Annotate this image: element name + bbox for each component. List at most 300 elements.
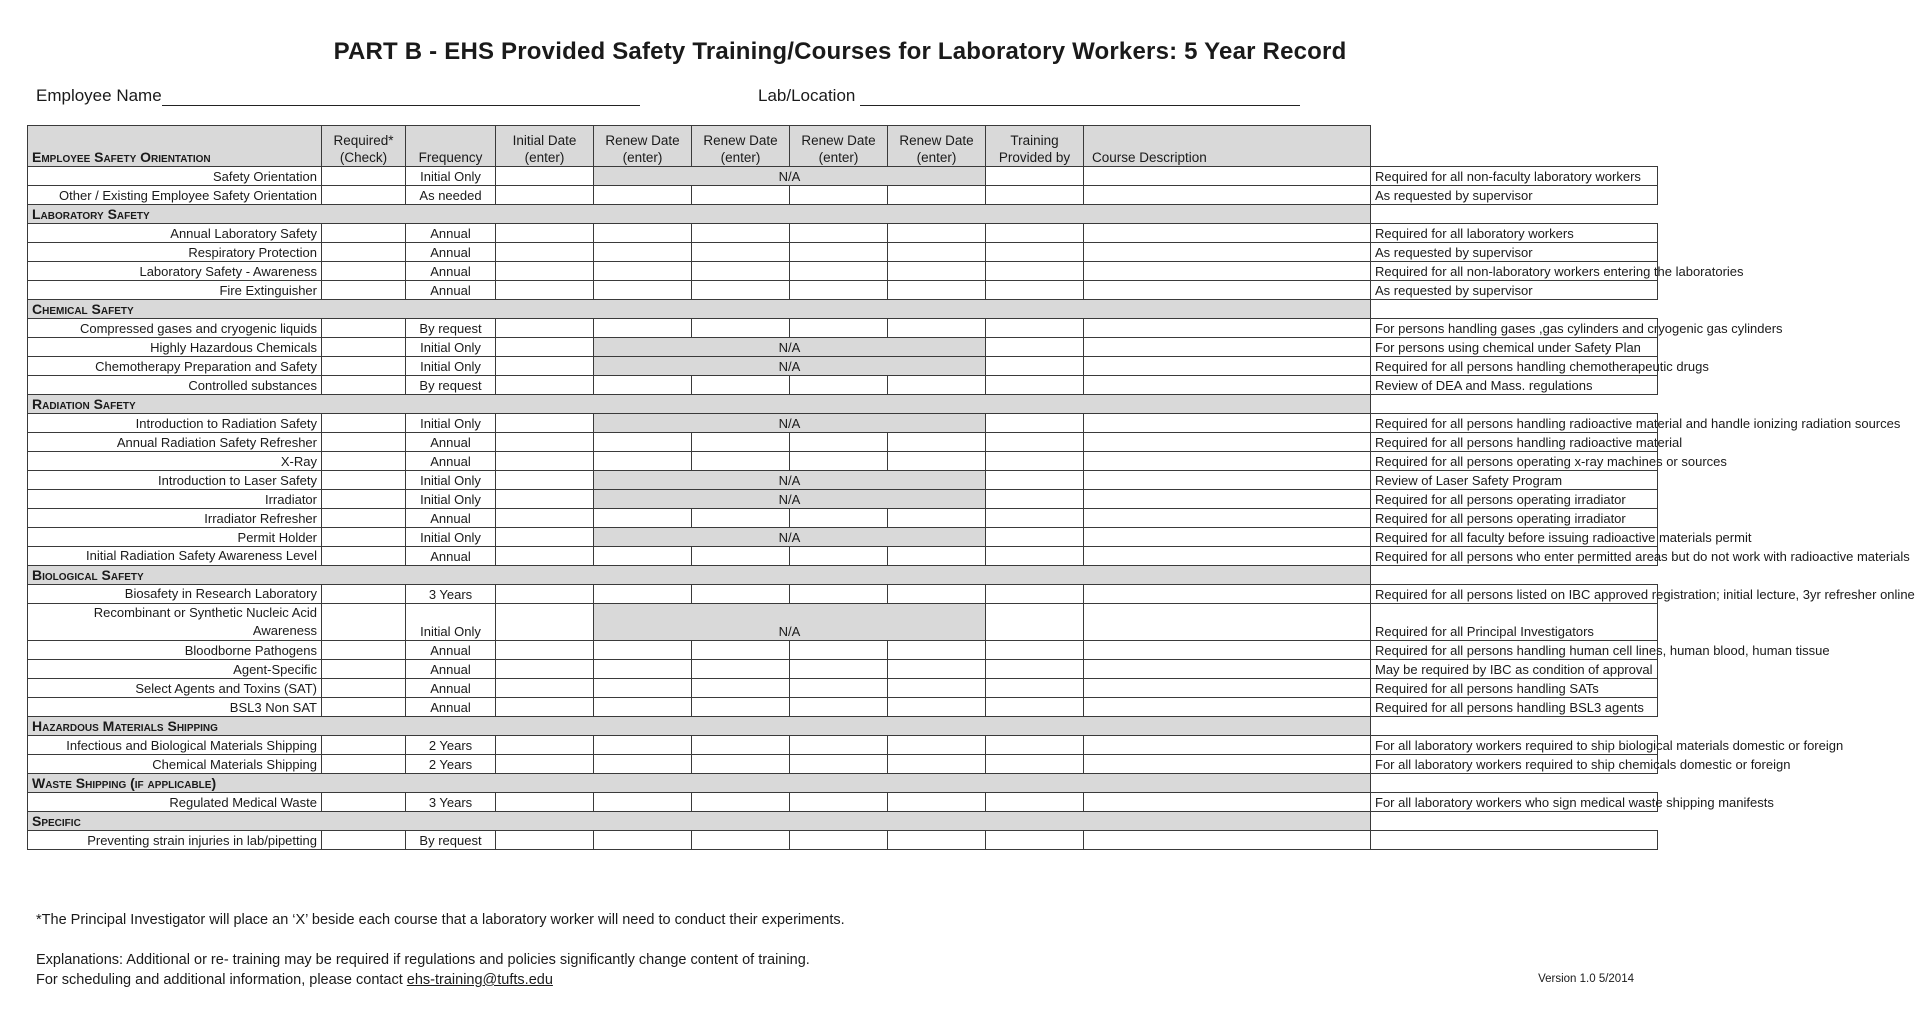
- not-applicable-cell: N/A: [594, 604, 986, 641]
- course-description: Required for all persons operating x-ray machines or sources: [1371, 452, 1658, 471]
- renew-date-cell[interactable]: [692, 433, 790, 452]
- renew-date-cell[interactable]: [888, 698, 986, 717]
- course-name: Preventing strain injuries in lab/pipetting: [28, 831, 322, 850]
- table-row: [28, 547, 1658, 566]
- initial-date-cell[interactable]: [496, 357, 594, 376]
- initial-date-cell[interactable]: [496, 755, 594, 774]
- training-provided-by-cell[interactable]: [1084, 167, 1371, 186]
- renew-date-cell[interactable]: [594, 509, 692, 528]
- section-title: Laboratory Safety: [28, 205, 1371, 224]
- renew-date-cell[interactable]: [594, 660, 692, 679]
- renew-date-cell[interactable]: [692, 547, 790, 566]
- renew-date-cell[interactable]: [790, 641, 888, 660]
- frequency-cell: Annual: [406, 660, 496, 679]
- renew-date-cell[interactable]: [692, 281, 790, 300]
- renew-date-cell[interactable]: [986, 660, 1084, 679]
- renew-date-cell[interactable]: [692, 243, 790, 262]
- not-applicable-cell: N/A: [594, 357, 986, 376]
- section-title: Waste Shipping (if applicable): [28, 774, 1371, 793]
- initial-date-cell[interactable]: [496, 319, 594, 338]
- initial-date-cell[interactable]: [496, 281, 594, 300]
- renew-date-cell[interactable]: [888, 319, 986, 338]
- course-description: Review of DEA and Mass. regulations: [1371, 376, 1658, 395]
- renew-date-cell[interactable]: [790, 433, 888, 452]
- course-name: Initial Radiation Safety Awareness Level: [28, 547, 322, 566]
- course-name: X-Ray: [28, 452, 322, 471]
- renew-date-cell[interactable]: [692, 793, 790, 812]
- table-row: [28, 490, 1658, 509]
- table-row: [28, 471, 1658, 490]
- course-description: Required for all persons handling human cell lines, human blood, human tissue: [1371, 641, 1658, 660]
- course-name: Compressed gases and cryogenic liquids: [28, 319, 322, 338]
- course-name: Fire Extinguisher: [28, 281, 322, 300]
- course-name: Annual Laboratory Safety: [28, 224, 322, 243]
- renew-date-cell[interactable]: [888, 509, 986, 528]
- table-row: [28, 528, 1658, 547]
- not-applicable-cell: N/A: [594, 167, 986, 186]
- lab-location-line[interactable]: [860, 87, 1300, 106]
- table-row: [28, 736, 1658, 755]
- course-name: Biosafety in Research Laboratory: [28, 585, 322, 604]
- training-provided-by-cell[interactable]: [1084, 262, 1371, 281]
- table-row: [28, 262, 1658, 281]
- renew-date-cell[interactable]: [986, 338, 1084, 357]
- frequency-cell: Initial Only: [406, 357, 496, 376]
- renew-date-cell[interactable]: [692, 660, 790, 679]
- required-check-cell[interactable]: [322, 243, 406, 262]
- renew-date-cell[interactable]: [594, 755, 692, 774]
- table-row: [28, 604, 1658, 641]
- renew-date-cell[interactable]: [888, 736, 986, 755]
- renew-date-cell[interactable]: [888, 452, 986, 471]
- section-title: Specific: [28, 812, 1371, 831]
- contact-email-link[interactable]: ehs-training@tufts.edu: [406, 972, 553, 988]
- section-header-row: [28, 205, 1658, 224]
- renew-date-cell[interactable]: [986, 490, 1084, 509]
- renew-date-cell[interactable]: [594, 262, 692, 281]
- renew-date-cell[interactable]: [888, 831, 986, 850]
- initial-date-cell[interactable]: [496, 186, 594, 205]
- not-applicable-cell: N/A: [594, 338, 986, 357]
- renew-date-cell[interactable]: [692, 509, 790, 528]
- course-name: Highly Hazardous Chemicals: [28, 338, 322, 357]
- renew-date-cell[interactable]: [986, 452, 1084, 471]
- frequency-cell: Initial Only: [406, 167, 496, 186]
- frequency-cell: Annual: [406, 433, 496, 452]
- training-provided-by-cell[interactable]: [1084, 414, 1371, 433]
- renew-date-cell[interactable]: [594, 831, 692, 850]
- employee-name-line[interactable]: [162, 87, 640, 106]
- renew-date-cell[interactable]: [888, 793, 986, 812]
- course-description: For all laboratory workers required to ship chemicals domestic or foreign: [1371, 755, 1658, 774]
- table-row: [28, 167, 1658, 186]
- frequency-cell: By request: [406, 319, 496, 338]
- table-row: [28, 186, 1658, 205]
- renew-date-cell[interactable]: [986, 471, 1084, 490]
- initial-date-cell[interactable]: [496, 471, 594, 490]
- training-provided-by-cell[interactable]: [1084, 490, 1371, 509]
- required-check-cell[interactable]: [322, 376, 406, 395]
- renew-date-cell[interactable]: [986, 585, 1084, 604]
- course-description: Required for all persons handling radioactive material and handle ionizing radiation sources: [1371, 414, 1658, 433]
- training-provided-by-cell[interactable]: [1084, 452, 1371, 471]
- initial-date-cell[interactable]: [496, 793, 594, 812]
- explanations-text: Explanations: Additional or re- training may be required if regulations and policies significantly change content of training.: [36, 952, 810, 968]
- frequency-cell: Annual: [406, 547, 496, 566]
- renew-date-cell[interactable]: [692, 376, 790, 395]
- renew-date-cell[interactable]: [692, 679, 790, 698]
- renew-date-cell[interactable]: [790, 755, 888, 774]
- renew-date-cell[interactable]: [594, 585, 692, 604]
- section-title: Biological Safety: [28, 566, 1371, 585]
- initial-date-cell[interactable]: [496, 736, 594, 755]
- table-row: [28, 243, 1658, 262]
- course-description: Required for all faculty before issuing radioactive materials permit: [1371, 528, 1658, 547]
- training-provided-by-cell[interactable]: [1084, 641, 1371, 660]
- table-row: [28, 641, 1658, 660]
- initial-date-cell[interactable]: [496, 509, 594, 528]
- renew-date-cell[interactable]: [888, 660, 986, 679]
- frequency-cell: 2 Years: [406, 755, 496, 774]
- renew-date-cell[interactable]: [692, 224, 790, 243]
- renew-date-cell[interactable]: [790, 793, 888, 812]
- required-check-cell[interactable]: [322, 831, 406, 850]
- renew-date-cell[interactable]: [986, 319, 1084, 338]
- footnote: *The Principal Investigator will place an ‘X’ beside each course that a laboratory worker will need to conduct their experiments.: [36, 912, 845, 928]
- course-description: For persons using chemical under Safety Plan: [1371, 338, 1658, 357]
- course-name: Annual Radiation Safety Refresher: [28, 433, 322, 452]
- renew-date-cell[interactable]: [594, 433, 692, 452]
- required-check-cell[interactable]: [322, 736, 406, 755]
- renew-date-cell[interactable]: [594, 793, 692, 812]
- course-description: As requested by supervisor: [1371, 243, 1658, 262]
- lab-location-label: Lab/Location: [758, 86, 856, 105]
- renew-date-cell[interactable]: [790, 547, 888, 566]
- lab-location-field[interactable]: [758, 86, 1300, 106]
- column-header: Renew Date (enter): [888, 126, 986, 167]
- renew-date-cell[interactable]: [986, 167, 1084, 186]
- course-description: Review of Laser Safety Program: [1371, 471, 1658, 490]
- renew-date-cell[interactable]: [986, 831, 1084, 850]
- renew-date-cell[interactable]: [986, 433, 1084, 452]
- course-name: Infectious and Biological Materials Shipping: [28, 736, 322, 755]
- frequency-cell: As needed: [406, 186, 496, 205]
- initial-date-cell[interactable]: [496, 698, 594, 717]
- initial-date-cell[interactable]: [496, 224, 594, 243]
- renew-date-cell[interactable]: [888, 755, 986, 774]
- renew-date-cell[interactable]: [888, 186, 986, 205]
- course-description: Required for all persons handling chemotherapeutic drugs: [1371, 357, 1658, 376]
- training-provided-by-cell[interactable]: [1084, 376, 1371, 395]
- required-check-cell[interactable]: [322, 660, 406, 679]
- required-check-cell[interactable]: [322, 585, 406, 604]
- renew-date-cell[interactable]: [888, 376, 986, 395]
- renew-date-cell[interactable]: [986, 755, 1084, 774]
- initial-date-cell[interactable]: [496, 528, 594, 547]
- renew-date-cell[interactable]: [692, 585, 790, 604]
- section-header-row: [28, 717, 1658, 736]
- training-provided-by-cell[interactable]: [1084, 186, 1371, 205]
- initial-date-cell[interactable]: [496, 547, 594, 566]
- course-name: Other / Existing Employee Safety Orientation: [28, 186, 322, 205]
- renew-date-cell[interactable]: [594, 224, 692, 243]
- renew-date-cell[interactable]: [790, 698, 888, 717]
- renew-date-cell[interactable]: [888, 224, 986, 243]
- renew-date-cell[interactable]: [986, 547, 1084, 566]
- initial-date-cell[interactable]: [496, 243, 594, 262]
- renew-date-cell[interactable]: [692, 831, 790, 850]
- initial-date-cell[interactable]: [496, 452, 594, 471]
- renew-date-cell[interactable]: [790, 319, 888, 338]
- required-check-cell[interactable]: [322, 262, 406, 281]
- frequency-cell: By request: [406, 831, 496, 850]
- renew-date-cell[interactable]: [790, 660, 888, 679]
- column-header: Employee Safety Orientation: [28, 126, 322, 167]
- renew-date-cell[interactable]: [986, 509, 1084, 528]
- renew-date-cell[interactable]: [888, 679, 986, 698]
- course-name: Bloodborne Pathogens: [28, 641, 322, 660]
- renew-date-cell[interactable]: [986, 414, 1084, 433]
- initial-date-cell[interactable]: [496, 831, 594, 850]
- renew-date-cell[interactable]: [986, 357, 1084, 376]
- training-provided-by-cell[interactable]: [1084, 793, 1371, 812]
- frequency-cell: Annual: [406, 452, 496, 471]
- training-provided-by-cell[interactable]: [1084, 528, 1371, 547]
- contact-text: [36, 972, 553, 988]
- required-check-cell[interactable]: [322, 471, 406, 490]
- required-check-cell[interactable]: [322, 414, 406, 433]
- employee-name-field[interactable]: [36, 86, 640, 106]
- course-name: Introduction to Radiation Safety: [28, 414, 322, 433]
- section-title: Radiation Safety: [28, 395, 1371, 414]
- initial-date-cell[interactable]: [496, 660, 594, 679]
- training-provided-by-cell[interactable]: [1084, 319, 1371, 338]
- renew-date-cell[interactable]: [888, 281, 986, 300]
- frequency-cell: Annual: [406, 698, 496, 717]
- renew-date-cell[interactable]: [594, 452, 692, 471]
- renew-date-cell[interactable]: [790, 376, 888, 395]
- course-name: Respiratory Protection: [28, 243, 322, 262]
- course-description: Required for all non-faculty laboratory workers: [1371, 167, 1658, 186]
- renew-date-cell[interactable]: [790, 243, 888, 262]
- training-provided-by-cell[interactable]: [1084, 698, 1371, 717]
- renew-date-cell[interactable]: [986, 604, 1084, 641]
- initial-date-cell[interactable]: [496, 414, 594, 433]
- renew-date-cell[interactable]: [594, 698, 692, 717]
- training-provided-by-cell[interactable]: [1084, 547, 1371, 566]
- frequency-cell: Initial Only: [406, 528, 496, 547]
- renew-date-cell[interactable]: [888, 547, 986, 566]
- required-check-cell[interactable]: [322, 679, 406, 698]
- frequency-cell: Annual: [406, 281, 496, 300]
- table-row: [28, 338, 1658, 357]
- renew-date-cell[interactable]: [594, 376, 692, 395]
- table-row: [28, 224, 1658, 243]
- renew-date-cell[interactable]: [790, 831, 888, 850]
- renew-date-cell[interactable]: [986, 679, 1084, 698]
- training-provided-by-cell[interactable]: [1084, 471, 1371, 490]
- renew-date-cell[interactable]: [986, 262, 1084, 281]
- table-row: [28, 376, 1658, 395]
- renew-date-cell[interactable]: [594, 243, 692, 262]
- required-check-cell[interactable]: [322, 755, 406, 774]
- initial-date-cell[interactable]: [496, 679, 594, 698]
- required-check-cell[interactable]: [322, 793, 406, 812]
- renew-date-cell[interactable]: [888, 243, 986, 262]
- renew-date-cell[interactable]: [986, 528, 1084, 547]
- renew-date-cell[interactable]: [888, 433, 986, 452]
- training-provided-by-cell[interactable]: [1084, 338, 1371, 357]
- course-name: Regulated Medical Waste: [28, 793, 322, 812]
- employee-name-label: Employee Name: [36, 86, 162, 105]
- renew-date-cell[interactable]: [790, 679, 888, 698]
- required-check-cell[interactable]: [322, 338, 406, 357]
- renew-date-cell[interactable]: [790, 585, 888, 604]
- required-check-cell[interactable]: [322, 641, 406, 660]
- column-header: Renew Date (enter): [594, 126, 692, 167]
- section-header-row: [28, 300, 1658, 319]
- renew-date-cell[interactable]: [594, 281, 692, 300]
- renew-date-cell[interactable]: [594, 641, 692, 660]
- training-provided-by-cell[interactable]: [1084, 509, 1371, 528]
- renew-date-cell[interactable]: [692, 262, 790, 281]
- course-name: Irradiator Refresher: [28, 509, 322, 528]
- renew-date-cell[interactable]: [790, 186, 888, 205]
- initial-date-cell[interactable]: [496, 338, 594, 357]
- initial-date-cell[interactable]: [496, 490, 594, 509]
- section-header-row: [28, 812, 1658, 831]
- required-check-cell[interactable]: [322, 698, 406, 717]
- training-provided-by-cell[interactable]: [1084, 281, 1371, 300]
- table-row: [28, 357, 1658, 376]
- required-check-cell[interactable]: [322, 319, 406, 338]
- column-header: Renew Date (enter): [790, 126, 888, 167]
- renew-date-cell[interactable]: [986, 243, 1084, 262]
- table-row: [28, 433, 1658, 452]
- frequency-cell: Initial Only: [406, 471, 496, 490]
- required-check-cell[interactable]: [322, 452, 406, 471]
- table-row: [28, 660, 1658, 679]
- renew-date-cell[interactable]: [594, 186, 692, 205]
- training-provided-by-cell[interactable]: [1084, 243, 1371, 262]
- frequency-cell: Annual: [406, 224, 496, 243]
- renew-date-cell[interactable]: [692, 698, 790, 717]
- initial-date-cell[interactable]: [496, 641, 594, 660]
- training-provided-by-cell[interactable]: [1084, 433, 1371, 452]
- table-row: [28, 319, 1658, 338]
- training-provided-by-cell[interactable]: [1084, 736, 1371, 755]
- renew-date-cell[interactable]: [594, 319, 692, 338]
- course-name: Chemotherapy Preparation and Safety: [28, 357, 322, 376]
- renew-date-cell[interactable]: [790, 509, 888, 528]
- frequency-cell: Initial Only: [406, 490, 496, 509]
- renew-date-cell[interactable]: [986, 281, 1084, 300]
- course-name: BSL3 Non SAT: [28, 698, 322, 717]
- course-description: Required for all non-laboratory workers entering the laboratories: [1371, 262, 1658, 281]
- required-check-cell[interactable]: [322, 509, 406, 528]
- renew-date-cell[interactable]: [790, 736, 888, 755]
- renew-date-cell[interactable]: [692, 641, 790, 660]
- renew-date-cell[interactable]: [986, 186, 1084, 205]
- renew-date-cell[interactable]: [888, 262, 986, 281]
- not-applicable-cell: N/A: [594, 414, 986, 433]
- course-name: Safety Orientation: [28, 167, 322, 186]
- required-check-cell[interactable]: [322, 547, 406, 566]
- initial-date-cell[interactable]: [496, 262, 594, 281]
- required-check-cell[interactable]: [322, 224, 406, 243]
- not-applicable-cell: N/A: [594, 471, 986, 490]
- renew-date-cell[interactable]: [790, 281, 888, 300]
- renew-date-cell[interactable]: [986, 376, 1084, 395]
- renew-date-cell[interactable]: [692, 319, 790, 338]
- renew-date-cell[interactable]: [692, 736, 790, 755]
- renew-date-cell[interactable]: [594, 679, 692, 698]
- renew-date-cell[interactable]: [790, 262, 888, 281]
- course-description: Required for all persons handling SATs: [1371, 679, 1658, 698]
- initial-date-cell[interactable]: [496, 585, 594, 604]
- not-applicable-cell: N/A: [594, 490, 986, 509]
- training-provided-by-cell[interactable]: [1084, 585, 1371, 604]
- renew-date-cell[interactable]: [790, 452, 888, 471]
- required-check-cell[interactable]: [322, 281, 406, 300]
- required-check-cell[interactable]: [322, 490, 406, 509]
- column-header: Required* (Check): [322, 126, 406, 167]
- renew-date-cell[interactable]: [594, 736, 692, 755]
- column-header: Initial Date (enter): [496, 126, 594, 167]
- training-provided-by-cell[interactable]: [1084, 604, 1371, 641]
- renew-date-cell[interactable]: [692, 186, 790, 205]
- table-row: [28, 698, 1658, 717]
- course-name: Recombinant or Synthetic Nucleic Acid Awareness: [28, 604, 322, 641]
- renew-date-cell[interactable]: [888, 585, 986, 604]
- initial-date-cell[interactable]: [496, 604, 594, 641]
- training-provided-by-cell[interactable]: [1084, 831, 1371, 850]
- renew-date-cell[interactable]: [692, 452, 790, 471]
- renew-date-cell[interactable]: [594, 547, 692, 566]
- training-provided-by-cell[interactable]: [1084, 755, 1371, 774]
- required-check-cell[interactable]: [322, 528, 406, 547]
- training-provided-by-cell[interactable]: [1084, 679, 1371, 698]
- renew-date-cell[interactable]: [986, 224, 1084, 243]
- renew-date-cell[interactable]: [790, 224, 888, 243]
- table-row: [28, 793, 1658, 812]
- renew-date-cell[interactable]: [986, 736, 1084, 755]
- training-provided-by-cell[interactable]: [1084, 660, 1371, 679]
- course-description: Required for all persons listed on IBC approved registration; initial lecture, 3yr refresher online: [1371, 585, 1658, 604]
- course-description: As requested by supervisor: [1371, 186, 1658, 205]
- table-row: [28, 679, 1658, 698]
- training-provided-by-cell[interactable]: [1084, 224, 1371, 243]
- renew-date-cell[interactable]: [692, 755, 790, 774]
- required-check-cell[interactable]: [322, 186, 406, 205]
- required-check-cell[interactable]: [322, 433, 406, 452]
- table-row: [28, 452, 1658, 471]
- required-check-cell[interactable]: [322, 604, 406, 641]
- required-check-cell[interactable]: [322, 167, 406, 186]
- column-header: Course Description: [1084, 126, 1371, 167]
- training-provided-by-cell[interactable]: [1084, 357, 1371, 376]
- renew-date-cell[interactable]: [888, 641, 986, 660]
- training-record-table: [27, 125, 1915, 850]
- renew-date-cell[interactable]: [986, 793, 1084, 812]
- table-header-row: [28, 126, 1658, 167]
- required-check-cell[interactable]: [322, 357, 406, 376]
- initial-date-cell[interactable]: [496, 433, 594, 452]
- renew-date-cell[interactable]: [986, 698, 1084, 717]
- initial-date-cell[interactable]: [496, 167, 594, 186]
- initial-date-cell[interactable]: [496, 376, 594, 395]
- renew-date-cell[interactable]: [986, 641, 1084, 660]
